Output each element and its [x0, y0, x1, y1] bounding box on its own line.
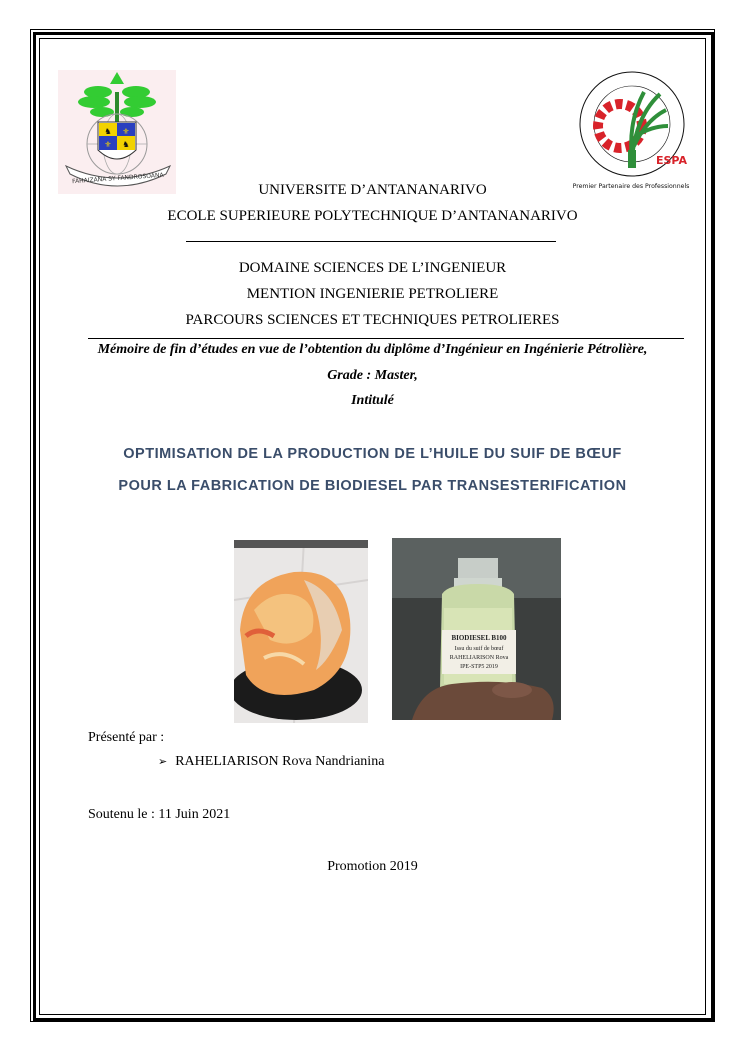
svg-text:♞: ♞ [122, 140, 130, 149]
mention-line: MENTION INGENIERIE PETROLIERE [246, 286, 499, 302]
university-name: UNIVERSITE D’ANTANANARIVO [258, 182, 487, 198]
svg-text:RAHELIARISON Rova: RAHELIARISON Rova [449, 655, 509, 661]
svg-text:⚜: ⚜ [104, 140, 112, 149]
svg-text:⚜: ⚜ [122, 127, 130, 136]
thesis-title-line2: POUR LA FABRICATION DE BIODIESEL PAR TRANSESTERIFICATION [118, 478, 627, 494]
presenter-name: RAHELIARISON Rova Nandrianina [175, 754, 385, 769]
svg-text:FAHAIZANA SY FANDROSOANA: FAHAIZANA SY FANDROSOANA [71, 171, 164, 186]
header-divider [186, 241, 556, 242]
memoire-line: Mémoire de fin d’études en vue de l’obtention du diplôme d’Ingénieur en Ingénierie Pétrolière, [97, 342, 648, 357]
presenter-item [158, 754, 384, 770]
espa-logo [562, 66, 700, 192]
university-logo [58, 70, 176, 194]
svg-text:Issu du suif de bœuf: Issu du suif de bœuf [454, 646, 504, 652]
program-divider [88, 338, 684, 339]
intitule-line: Intitulé [351, 393, 394, 408]
thesis-title-line1: OPTIMISATION DE LA PRODUCTION DE L’HUILE DU SUIF DE BŒUF [123, 446, 622, 462]
presented-by-label: Présenté par : [88, 730, 165, 745]
school-name: ECOLE SUPERIEURE POLYTECHNIQUE D’ANTANANARIVO [167, 208, 578, 224]
svg-text:♞: ♞ [104, 127, 112, 136]
grade-line: Grade : Master, [327, 368, 418, 383]
arrow-bullet-icon: ➢ [158, 755, 168, 768]
svg-text:ESPA: ESPA [656, 154, 688, 167]
promotion: Promotion 2019 [327, 859, 418, 874]
domain-line: DOMAINE SCIENCES DE L’INGENIEUR [238, 260, 507, 276]
svg-text:Premier Partenaire des Profess: Premier Partenaire des Professionnels [572, 183, 690, 190]
biodiesel-bottle-photo [392, 538, 561, 720]
svg-text:IPE-STP5 2019: IPE-STP5 2019 [460, 664, 498, 670]
parcours-line: PARCOURS SCIENCES ET TECHNIQUES PETROLIERES [185, 312, 560, 328]
defense-date: Soutenu le : 11 Juin 2021 [88, 807, 231, 822]
beef-tallow-photo [234, 540, 368, 723]
svg-text:BIODIESEL B100: BIODIESEL B100 [451, 634, 507, 642]
